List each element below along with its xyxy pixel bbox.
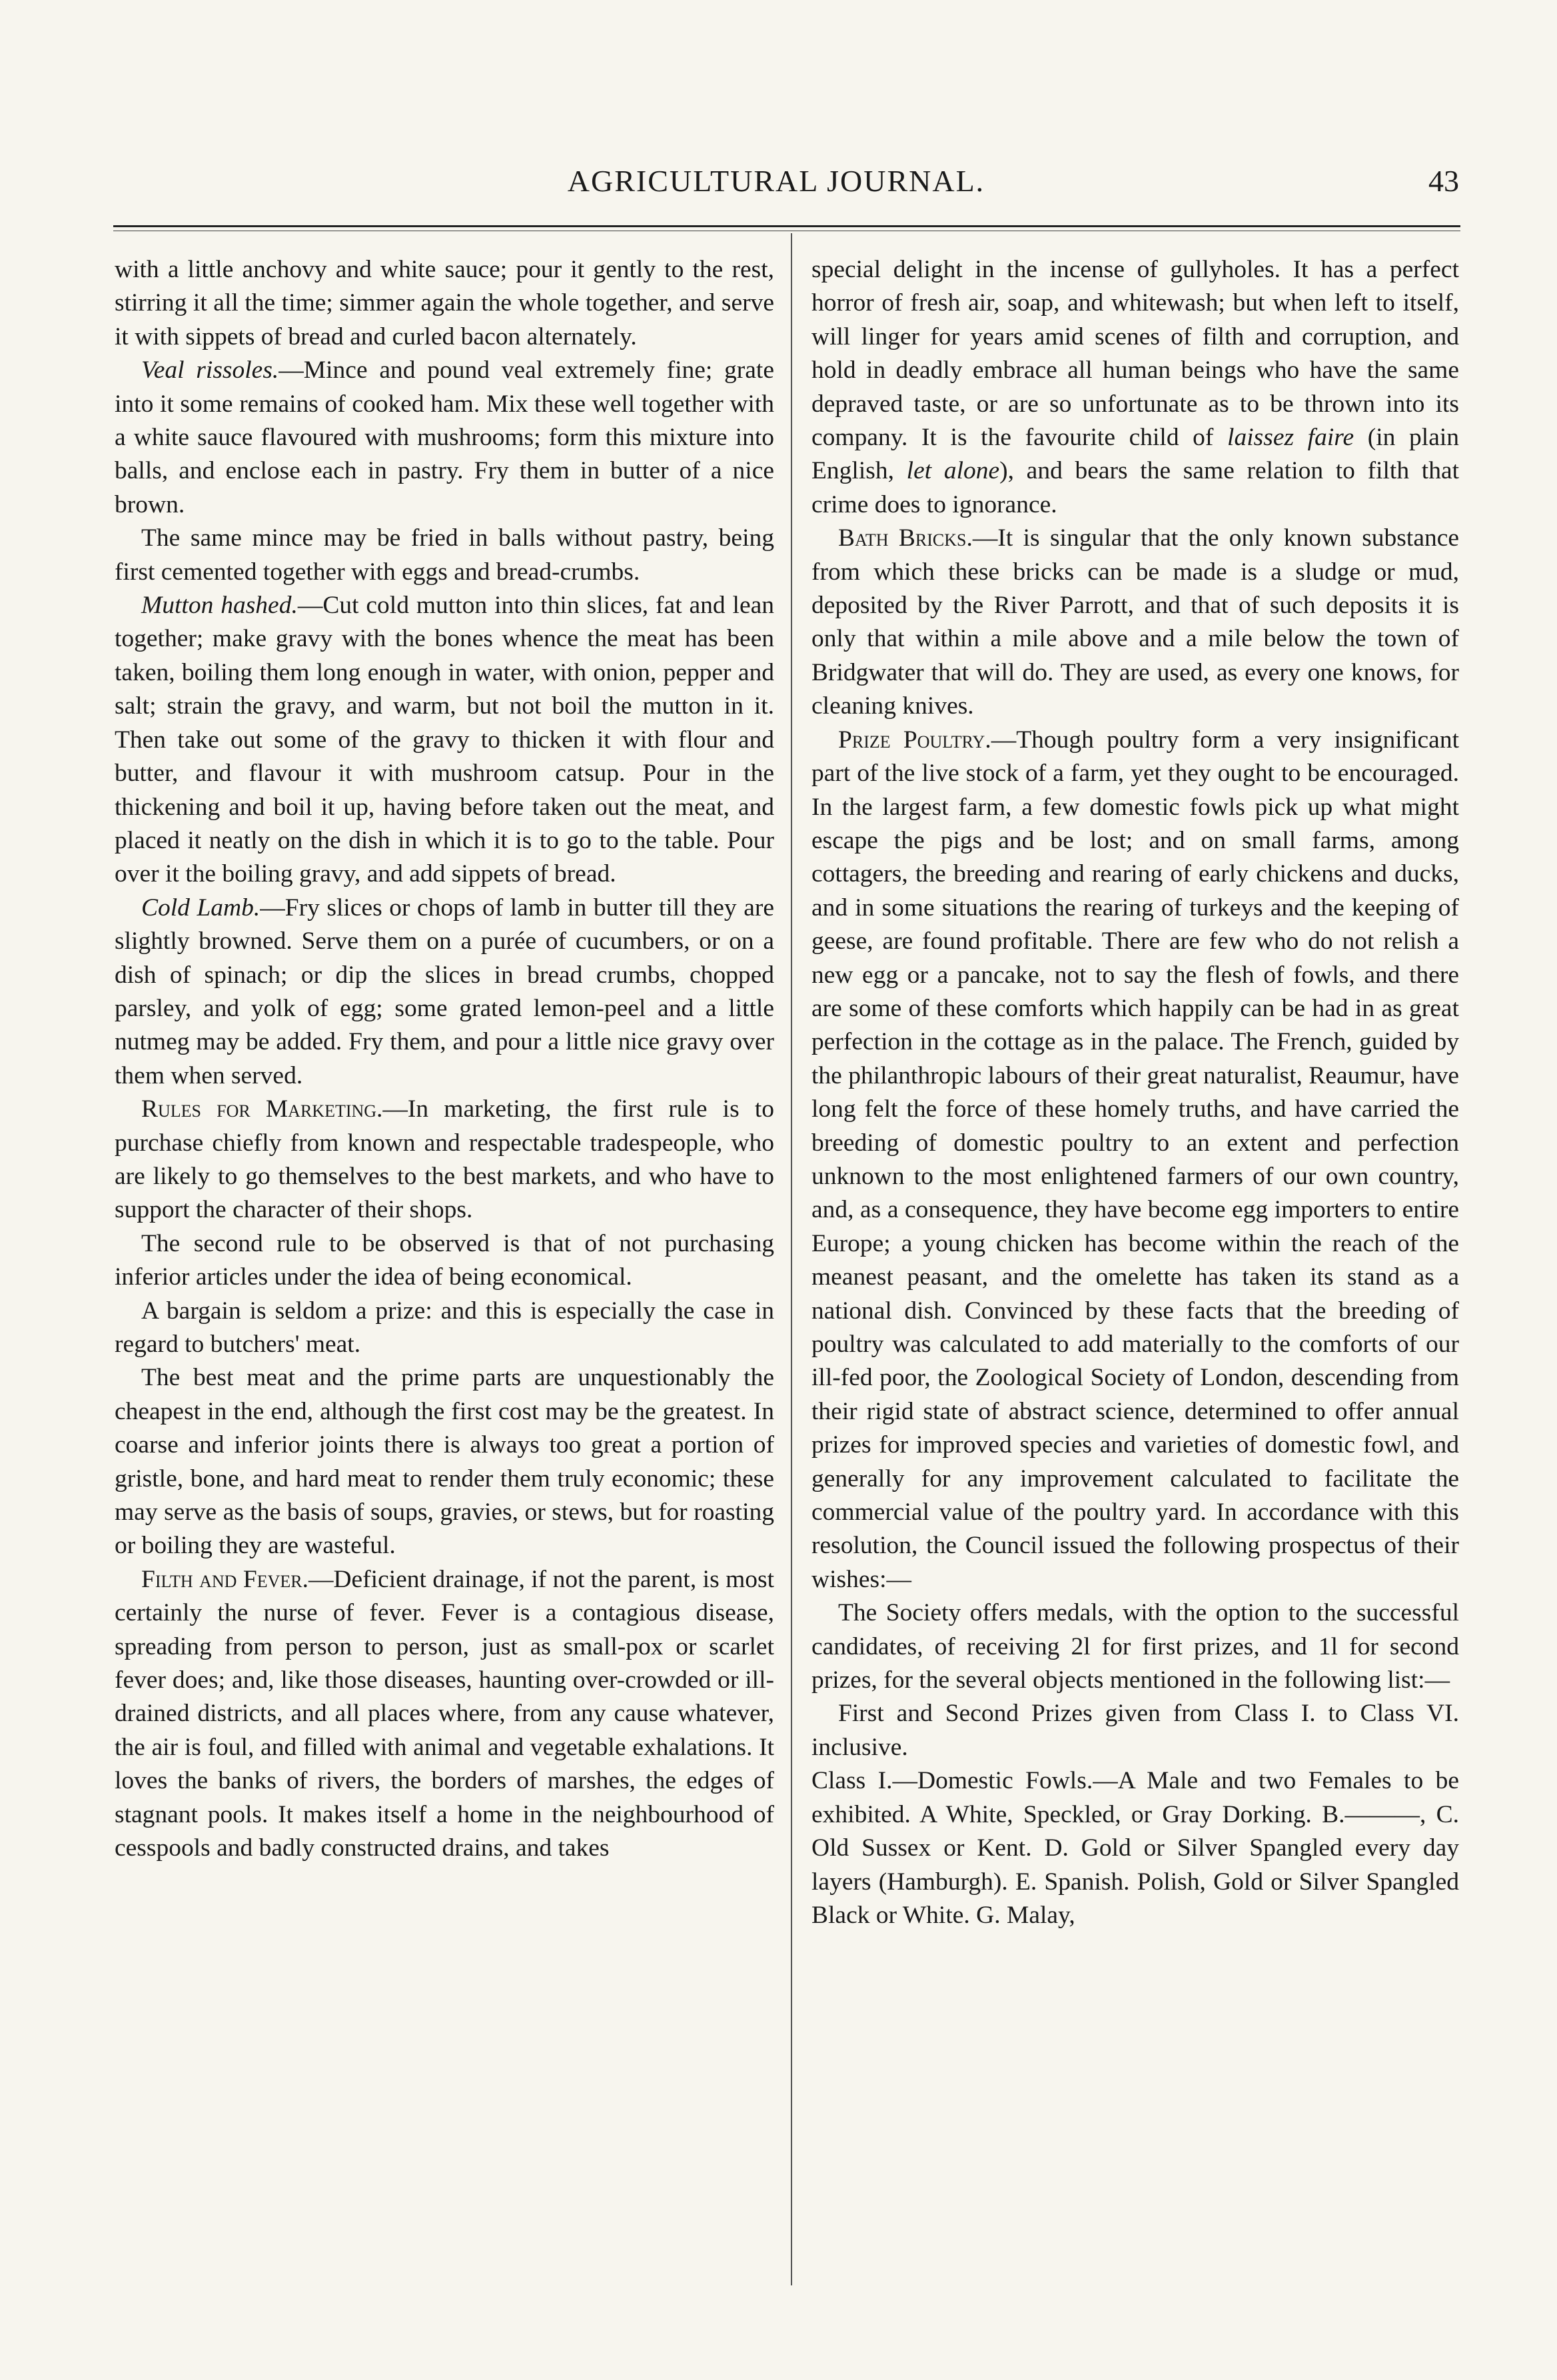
section-heading: Rules for Marketing. <box>141 1095 383 1123</box>
paragraph: A bargain is seldom a prize: and this is especially the case in regard to butchers' meat. <box>115 1297 774 1358</box>
section-heading: Prize Poultry. <box>838 726 991 754</box>
paragraph: Veal rissoles.—Mince and pound veal extremely fine; grate into it some remains of cooked ham. Mix these well together with a white sauce flavoured with mushrooms; form this mixture into balls, and enclose each in pastry. Fry them in butter of a nice brown. <box>115 356 774 518</box>
paragraph: The second rule to be observed is that of not purchasing inferior articles under the idea of being economical. <box>115 1229 774 1291</box>
column-divider <box>791 233 792 2285</box>
recipe-heading: Veal rissoles. <box>141 356 279 384</box>
paragraph: Class I.—Domestic Fowls.—A Male and two Females to be exhibited. A White, Speckled, or Gray Dorking. B.———, C. Old Sussex or Kent. D. Gold or Silver Spangled every day layers (Hamburgh). E. Spanish. Polish, Gold or Silver Spangled Black or White. G. Malay, <box>811 1767 1459 1929</box>
paragraph: Bath Bricks.—It is singular that the only known substance from which these bricks can be made is a sludge or mud, deposited by the River Parrott, and that of such deposits it is only that within a mile above and a mile below the town of Bridgwater that will do. They are used, as every one knows, for cleaning knives. <box>811 524 1459 720</box>
header-rule <box>113 225 1460 227</box>
section-heading: Filth and Fever. <box>141 1565 308 1593</box>
recipe-heading: Cold Lamb. <box>141 893 260 921</box>
paragraph: with a little anchovy and white sauce; pour it gently to the rest, stirring it all the time; simmer again the whole together, and serve it with sippets of bread and curled bacon alternately. <box>115 256 774 350</box>
page-number: 43 <box>1428 164 1459 198</box>
section-heading: Bath Bricks. <box>838 524 973 552</box>
paragraph: First and Second Prizes given from Class I. to Class VI. inclusive. <box>811 1700 1459 1761</box>
right-column <box>811 253 1459 2292</box>
paragraph: Prize Poultry.—Though poultry form a very insignificant part of the live stock of a farm, yet they ought to be encouraged. In the largest farm, a few domestic fowls pick up what might escape the pigs and be lost; and on small farms, among cottagers, the breeding and rearing of early chickens and ducks, and in some situations the rearing of turkeys and the keeping of geese, are found profitable. There are few who do not relish a new egg or a pancake, not to say the flesh of fowls, and there are some of these comforts which happily can be had in as great perfection in the cottage as in the palace. The French, guided by the philanthropic labours of their great naturalist, Reaumur, have long felt the force of these homely truths, and have carried the breeding of domestic poultry to an extent and perfection unknown to the most enlightened farmers of our own country, and, as a consequence, they have become egg importers to entire Europe; a young chicken has become within the reach of the meanest peasant, and the omelette has taken its stand as a national dish. Convinced by these facts that the breeding of poultry was calculated to add materially to the comforts of our ill-fed poor, the Zoological Society of London, descending from their rigid state of abstract science, determined to offer annual prizes for improved species and varieties of domestic fowl, and generally for any improvement calculated to facilitate the commercial value of the poultry yard. In accordance with this resolution, the Council issued the following prospectus of their wishes:— <box>811 726 1459 1593</box>
recipe-heading: Mutton hashed. <box>141 592 298 620</box>
page-header <box>93 163 1459 210</box>
left-column <box>115 253 774 2292</box>
paragraph: special delight in the incense of gullyholes. It has a perfect horror of fresh air, soap, and whitewash; but when left to itself, will linger for years amid scenes of filth and corruption, and hold in deadly embrace all human beings who have the same depraved taste, or are so unfortunate as to be thrown into its company. It is the favourite child of laissez faire (in plain English, let alone), and bears the same relation to filth that crime does to ignorance. <box>811 256 1459 518</box>
running-title: AGRICULTURAL JOURNAL. <box>567 164 985 198</box>
paragraph: Mutton hashed.—Cut cold mutton into thin slices, fat and lean together; make gravy with the bones whence the meat has been taken, boiling them long enough in water, with onion, pepper and salt; strain the gravy, and warm, but not boil the mutton in it. Then take out some of the gravy to thicken it with flour and butter, and flavour it with mushroom catsup. Pour in the thickening and boil it up, having before taken out the meat, and placed it neatly on the dish in which it is to go to the table. Pour over it the boiling gravy, and add sippets of bread. <box>115 592 774 888</box>
paragraph: The Society offers medals, with the option to the successful candidates, of receiving 2l for first prizes, and 1l for second prizes, for the several objects mentioned in the following list:— <box>811 1599 1459 1694</box>
paragraph: Cold Lamb.—Fry slices or chops of lamb in butter till they are slightly browned. Serve them on a purée of cucumbers, or on a dish of spinach; or dip the slices in bread crumbs, chopped parsley, and yolk of egg; some grated lemon-peel and a little nutmeg may be added. Fry them, and pour a little nice gravy over them when served. <box>115 893 774 1089</box>
paragraph: The same mince may be fried in balls without pastry, being first cemented together with eggs and bread-crumbs. <box>115 524 774 586</box>
paragraph: The best meat and the prime parts are unquestionably the cheapest in the end, although the first cost may be the greatest. In coarse and inferior joints there is always too great a portion of gristle, bone, and hard meat to render them truly economic; these may serve as the basis of soups, gravies, or stews, but for roasting or boiling they are wasteful. <box>115 1364 774 1560</box>
paragraph: Rules for Marketing.—In marketing, the first rule is to purchase chiefly from known and respectable tradespeople, who are likely to go themselves to the best markets, and who have to support the character of their shops. <box>115 1095 774 1224</box>
paragraph: Filth and Fever.—Deficient drainage, if not the parent, is most certainly the nurse of fever. Fever is a contagious disease, spreading from person to person, just as small-pox or scarlet fever does; and, like those diseases, haunting over-crowded or ill-drained districts, and all places where, from any cause whatever, the air is foul, and filled with animal and vegetable exhalations. It loves the banks of rivers, the borders of marshes, the edges of stagnant pools. It makes itself a home in the neighbourhood of cesspools and badly constructed drains, and takes <box>115 1565 774 1862</box>
